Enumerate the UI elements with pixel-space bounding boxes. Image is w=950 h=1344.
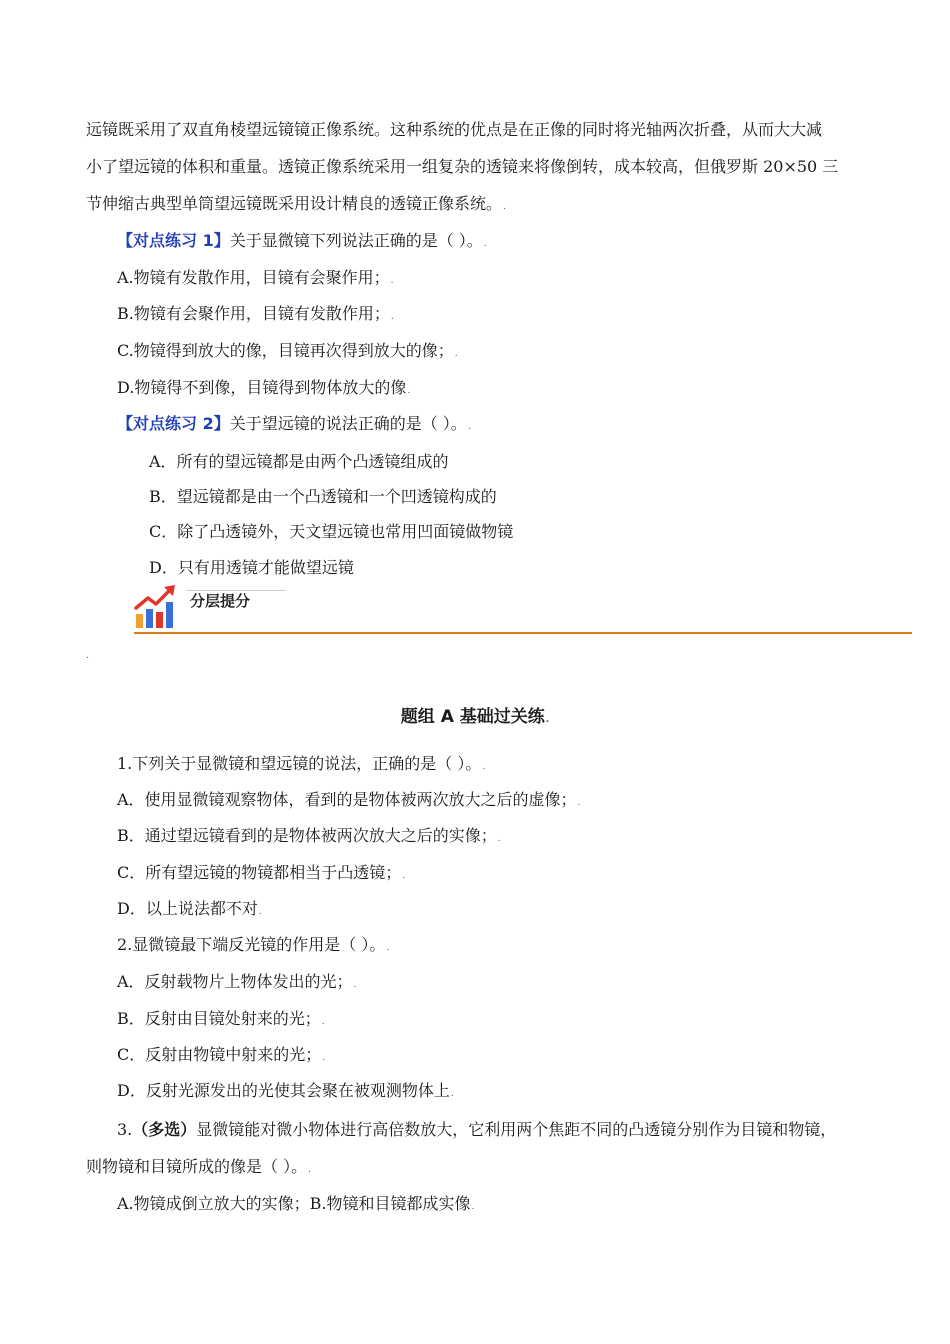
option-text: B．望远镜都是由一个凸透镜和一个凹透镜构成的 (149, 487, 497, 506)
exercise2-option-a (149, 452, 449, 472)
exercise1-tag: 【对点练习 1】 (117, 231, 230, 250)
option-text: A.物镜有发散作用，目镜有会聚作用； (117, 268, 390, 287)
option-text: B．反射由目镜处射来的光； (117, 1009, 321, 1028)
q3-question-text-1: 显微镜能对微小物体进行高倍数放大，它利用两个焦距不同的凸透镜分别作为目镜和物镜， (196, 1120, 837, 1139)
option-text: B.物镜有会聚作用，目镜有发散作用； (117, 304, 390, 323)
q1-question: 1.下列关于显微镜和望远镜的说法，正确的是（ ）。. (117, 754, 486, 773)
exercise2-tag: 【对点练习 2】 (117, 414, 230, 433)
exercise1-option-d: D.物镜得不到像，目镜得到物体放大的像. (117, 378, 411, 397)
group-a-title: 题组 A 基础过关练. (400, 707, 550, 727)
q3-question-line-1 (117, 1120, 836, 1140)
exercise2-option-d (149, 558, 354, 578)
option-text: C.物镜得到放大的像，目镜再次得到放大的像； (117, 341, 454, 360)
paragraph-mark: . (86, 651, 89, 661)
q2-option-d: D．反射光源发出的光使其会聚在被观测物体上. (117, 1081, 454, 1100)
option-text: C．反射由物镜中射来的光； (117, 1045, 322, 1064)
group-a-title-text: 题组 A 基础过关练 (400, 707, 545, 727)
q2-option-b: B．反射由目镜处射来的光；. (117, 1009, 325, 1028)
option-text: A．反射载物片上物体发出的光； (117, 972, 353, 991)
exercise1-question-text: 关于显微镜下列说法正确的是（ ）。 (229, 231, 483, 250)
intro-text-1: 远镜既采用了双直角棱望远镜镜正像系统。这种系统的优点是在正像的同时将光轴两次折叠，从而大大减 (86, 120, 823, 139)
intro-text-3: 节伸缩古典型单筒望远镜既采用设计精良的透镜正像系统。 (86, 194, 503, 213)
exercise2-question-text: 关于望远镜的说法正确的是（ ）。 (229, 414, 467, 433)
option-text: D．以上说法都不对 (117, 899, 258, 918)
section-title: 分层提分 (190, 592, 251, 610)
q1-option-a: A．使用显微镜观察物体，看到的是物体被两次放大之后的虚像；. (117, 790, 581, 809)
option-text: D.物镜得不到像，目镜得到物体放大的像 (117, 378, 407, 397)
option-text: D．反射光源发出的光使其会聚在被观测物体上 (117, 1081, 450, 1100)
option-text: B．通过望远镜看到的是物体被两次放大之后的实像； (117, 826, 497, 845)
exercise2-option-b (149, 487, 497, 507)
q3-question-line-2: 则物镜和目镜所成的像是（ ）。. (86, 1157, 311, 1176)
exercise1-option-a: A.物镜有发散作用，目镜有会聚作用；. (117, 268, 394, 287)
intro-line-3: 节伸缩古典型单筒望远镜既采用设计精良的透镜正像系统。. (86, 194, 506, 213)
q2-question-text: 2.显微镜最下端反光镜的作用是（ ）。 (117, 935, 386, 954)
q3-number: 3. (117, 1120, 133, 1139)
q1-option-b: B．通过望远镜看到的是物体被两次放大之后的实像；. (117, 826, 501, 845)
intro-line-1 (86, 120, 822, 140)
section-header (134, 582, 912, 636)
q3-question-text-2: 则物镜和目镜所成的像是（ ）。 (86, 1157, 308, 1176)
q1-question-text: 1.下列关于显微镜和望远镜的说法，正确的是（ ）。 (117, 754, 482, 773)
exercise1-question: 【对点练习 1】关于显微镜下列说法正确的是（ ）。. (117, 231, 487, 250)
q3-tag: （多选） (132, 1120, 197, 1139)
q2-question: 2.显微镜最下端反光镜的作用是（ ）。. (117, 935, 390, 954)
exercise1-option-b: B.物镜有会聚作用，目镜有发散作用；. (117, 304, 394, 323)
q1-option-c: C．所有望远镜的物镜都相当于凸透镜；. (117, 863, 406, 882)
q3-option-text: A.物镜成倒立放大的实像；B.物镜和目镜都成实像 (117, 1194, 471, 1213)
section-divider (134, 632, 912, 634)
q2-option-c: C．反射由物镜中射来的光；. (117, 1045, 326, 1064)
option-text: C．所有望远镜的物镜都相当于凸透镜； (117, 863, 402, 882)
option-text: C．除了凸透镜外，天文望远镜也常用凹面镜做物镜 (149, 522, 514, 541)
intro-text-2: 小了望远镜的体积和重量。透镜正像系统采用一组复杂的透镜来将像倒转，成本较高，但俄罗斯 20×50 三 (86, 157, 839, 176)
exercise2-question: 【对点练习 2】关于望远镜的说法正确的是（ ）。. (117, 414, 471, 433)
exercise2-option-c (149, 522, 513, 542)
exercise1-option-c: C.物镜得到放大的像，目镜再次得到放大的像；. (117, 341, 458, 360)
option-text: A．所有的望远镜都是由两个凸透镜组成的 (149, 452, 449, 471)
q1-option-d: D．以上说法都不对. (117, 899, 262, 918)
q2-option-a: A．反射载物片上物体发出的光；. (117, 972, 357, 991)
option-text: A．使用显微镜观察物体，看到的是物体被两次放大之后的虚像； (117, 790, 577, 809)
option-text: D．只有用透镜才能做望远镜 (149, 558, 354, 577)
intro-line-2 (86, 157, 838, 177)
chart-growth-icon (134, 584, 182, 632)
q3-option-line: A.物镜成倒立放大的实像；B.物镜和目镜都成实像. (117, 1194, 475, 1213)
